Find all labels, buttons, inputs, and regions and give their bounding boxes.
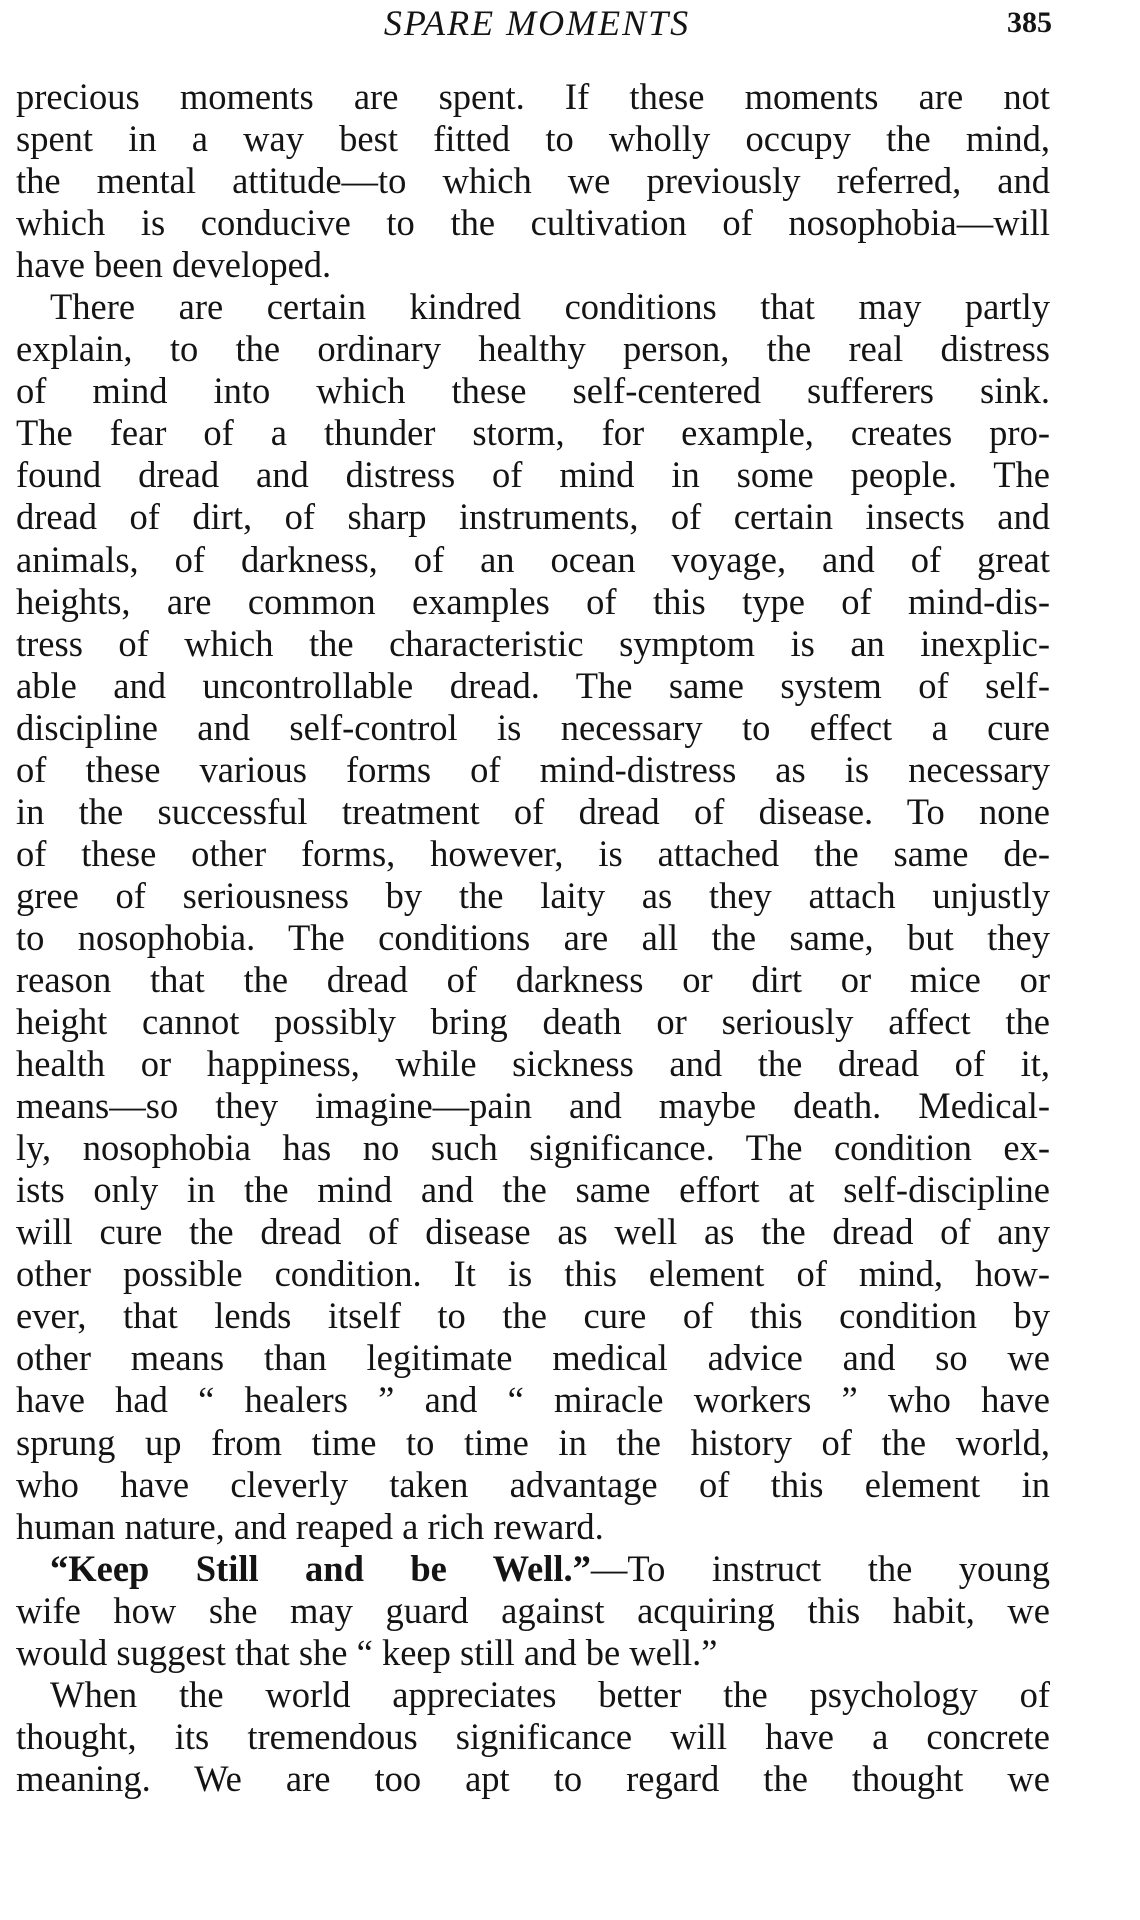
text-line: will cure the dread of disease as well as the dread of any <box>16 1211 1050 1253</box>
text-line: heights, are common examples of this type of mind-dis- <box>16 580 1050 622</box>
text-line: of these various forms of mind-distress as is necessary <box>16 748 1050 790</box>
text-line: height cannot possibly bring death or seriously affect the <box>16 1001 1050 1043</box>
running-head <box>22 0 1052 46</box>
running-head-title: SPARE MOMENTS <box>383 3 691 43</box>
text-line: There are certain kindred conditions that may partly <box>50 286 1050 328</box>
text-line: other means than legitimate medical advice and so we <box>16 1337 1050 1379</box>
text-line: animals, of darkness, of an ocean voyage, and of great <box>16 538 1050 580</box>
text-line: which is conducive to the cultivation of nosophobia—will <box>16 202 1050 244</box>
text-line: of mind into which these self-centered sufferers sink. <box>16 370 1050 412</box>
text-line: reason that the dread of darkness or dirt or mice or <box>16 958 1050 1000</box>
text-line: to nosophobia. The conditions are all the same, but they <box>16 916 1050 958</box>
page-number: 385 <box>1007 6 1052 39</box>
text-line: ists only in the mind and the same effort at self-discipline <box>16 1169 1050 1211</box>
section-heading: “Keep Still and be Well.” <box>50 1547 591 1589</box>
text-line: explain, to the ordinary healthy person, the real distress <box>16 328 1050 370</box>
text-line: sprung up from time to time in the history of the world, <box>16 1421 1050 1463</box>
text-line: would suggest that she “ keep still and be well.” <box>16 1631 718 1673</box>
text-line: ever, that lends itself to the cure of this condition by <box>16 1295 1050 1337</box>
body-text <box>16 76 1050 1800</box>
text-line: ly, nosophobia has no such significance. The condition ex- <box>16 1127 1050 1169</box>
text-line: dread of dirt, of sharp instruments, of certain insects and <box>16 496 1050 538</box>
text-line: gree of seriousness by the laity as they attach unjustly <box>16 874 1050 916</box>
text-line: human nature, and reaped a rich reward. <box>16 1505 604 1547</box>
text-line: who have cleverly taken advantage of this element in <box>16 1463 1050 1505</box>
text-line: found dread and distress of mind in some people. The <box>16 454 1050 496</box>
text-line: The fear of a thunder storm, for example, creates pro- <box>16 412 1050 454</box>
text-line: of these other forms, however, is attached the same de- <box>16 832 1050 874</box>
text-line: able and uncontrollable dread. The same system of self- <box>16 664 1050 706</box>
text-line: tress of which the characteristic symptom is an inexplic- <box>16 622 1050 664</box>
text-line: other possible condition. It is this element of mind, how- <box>16 1253 1050 1295</box>
text-line: in the successful treatment of dread of disease. To none <box>16 790 1050 832</box>
text-line: meaning. We are too apt to regard the thought we <box>16 1757 1050 1799</box>
text-line: have been developed. <box>16 244 332 286</box>
text-line: When the world appreciates better the psychology of <box>50 1673 1050 1715</box>
text-line: spent in a way best fitted to wholly occupy the mind, <box>16 118 1050 160</box>
text-line: thought, its tremendous significance will have a concrete <box>16 1715 1050 1757</box>
section-heading-line <box>16 1548 1050 1590</box>
text-line: have had “ healers ” and “ miracle workers ” who have <box>16 1379 1050 1421</box>
text-line: health or happiness, while sickness and the dread of it, <box>16 1043 1050 1085</box>
text-line: wife how she may guard against acquiring this habit, we <box>16 1589 1050 1631</box>
text-line: the mental attitude—to which we previously referred, and <box>16 160 1050 202</box>
text-line: precious moments are spent. If these moments are not <box>16 76 1050 117</box>
text-line: discipline and self-control is necessary to effect a cure <box>16 706 1050 748</box>
section-heading-continuation: —To instruct the young <box>590 1547 1050 1589</box>
text-line: means—so they imagine—pain and maybe death. Medical- <box>16 1085 1050 1127</box>
